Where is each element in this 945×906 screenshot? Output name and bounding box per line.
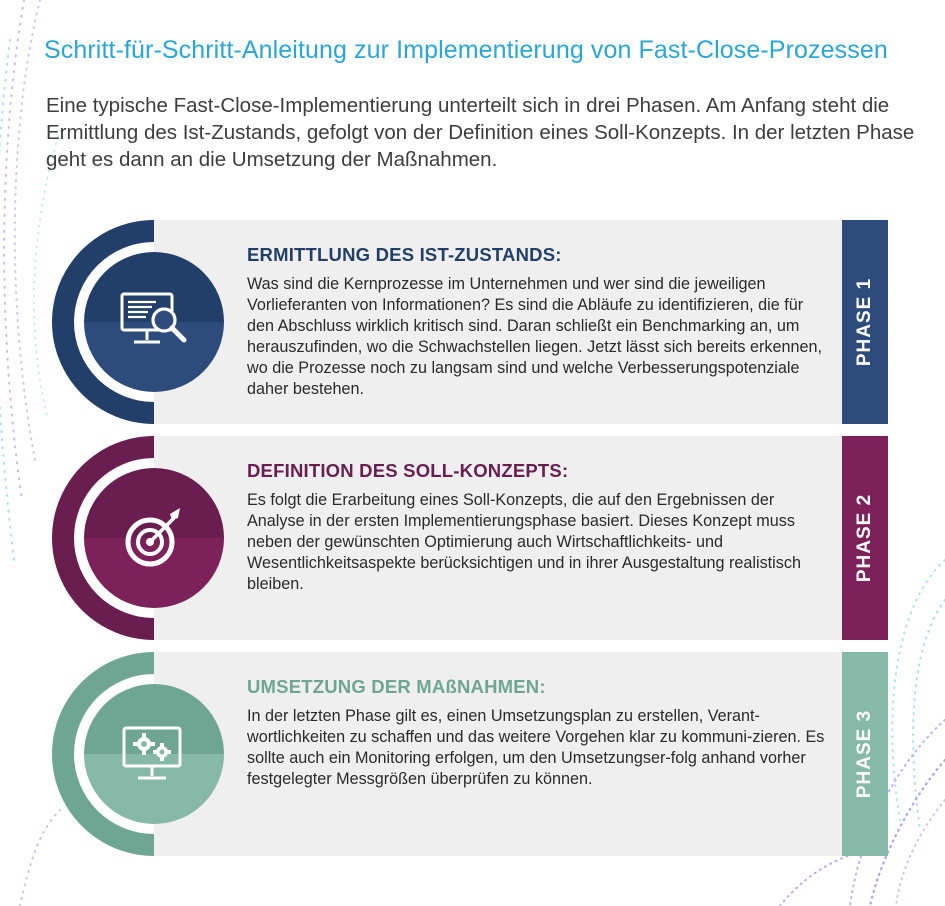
phase-tab-label: PHASE 2 <box>854 493 875 583</box>
phase-body: In der letzten Phase gilt es, einen Umsetzungsplan zu erstellen, Verant-wortlichkeiten zu schaffen und das weitere Vorgehen klar zu kommuni-zieren. Es sollte auch ein Monitoring erfolgen, um den Umsetzungser-folg anhand vorher festgelegter Messgrößen überprüfen zu können. <box>247 707 825 788</box>
phase-heading: ERMITTLUNG DES IST-ZUSTANDS: <box>247 244 562 265</box>
phase-tab-label: PHASE 3 <box>854 709 875 799</box>
phase-heading: DEFINITION DES SOLL-KONZEPTS: <box>247 460 569 481</box>
phase-tab-label: PHASE 1 <box>854 277 875 367</box>
phase-body: Es folgt die Erarbeitung eines Soll-Konzepts, die auf den Ergebnissen der Analyse in der ersten Implementierungsphase basiert. Dieses Konzept muss neben der gewünschten Optimierung auch Wirtschaftlichkeits- und Wesentlichkeitsaspekte berücksichtigen und in ihrer Ausgestaltung realistisch bleiben. <box>247 491 801 593</box>
intro-paragraph: Eine typische Fast-Close-Implementierung unterteilt sich in drei Phasen. Am Anfang steht die Ermittlung des Ist-Zustands, gefolgt von der Definition eines Soll-Konzepts. In der letzten Phase geht es dann an die Umsetzung der Maßnahmen. <box>46 94 915 171</box>
phase-heading: UMSETZUNG DER MAßNAHMEN: <box>247 676 546 697</box>
monitor-gears-icon <box>114 718 194 790</box>
monitor-magnifier-icon <box>114 286 194 358</box>
target-icon <box>114 502 194 574</box>
phase-card-3 <box>0 652 945 856</box>
phase-body: Was sind die Kernprozesse im Unternehmen und wer sind die jeweiligen Vorlieferanten von Informationen? Es sind die Abläufe zu identifizieren, die für den Abschluss wirklich kritisch sind. Daran schließt ein Benchmarking an, um herauszufinden, wo die Schwachstellen liegen. Jetzt lässt sich bereits erkennen, wo die Prozesse noch zu langsam sind und welche Verbesserungspotenziale daher bestehen. <box>247 275 822 398</box>
phase-card-2 <box>0 436 945 640</box>
phase-card-1 <box>0 220 945 424</box>
page-title: Schritt-für-Schritt-Anleitung zur Implementierung von Fast-Close-Prozessen <box>44 36 888 64</box>
